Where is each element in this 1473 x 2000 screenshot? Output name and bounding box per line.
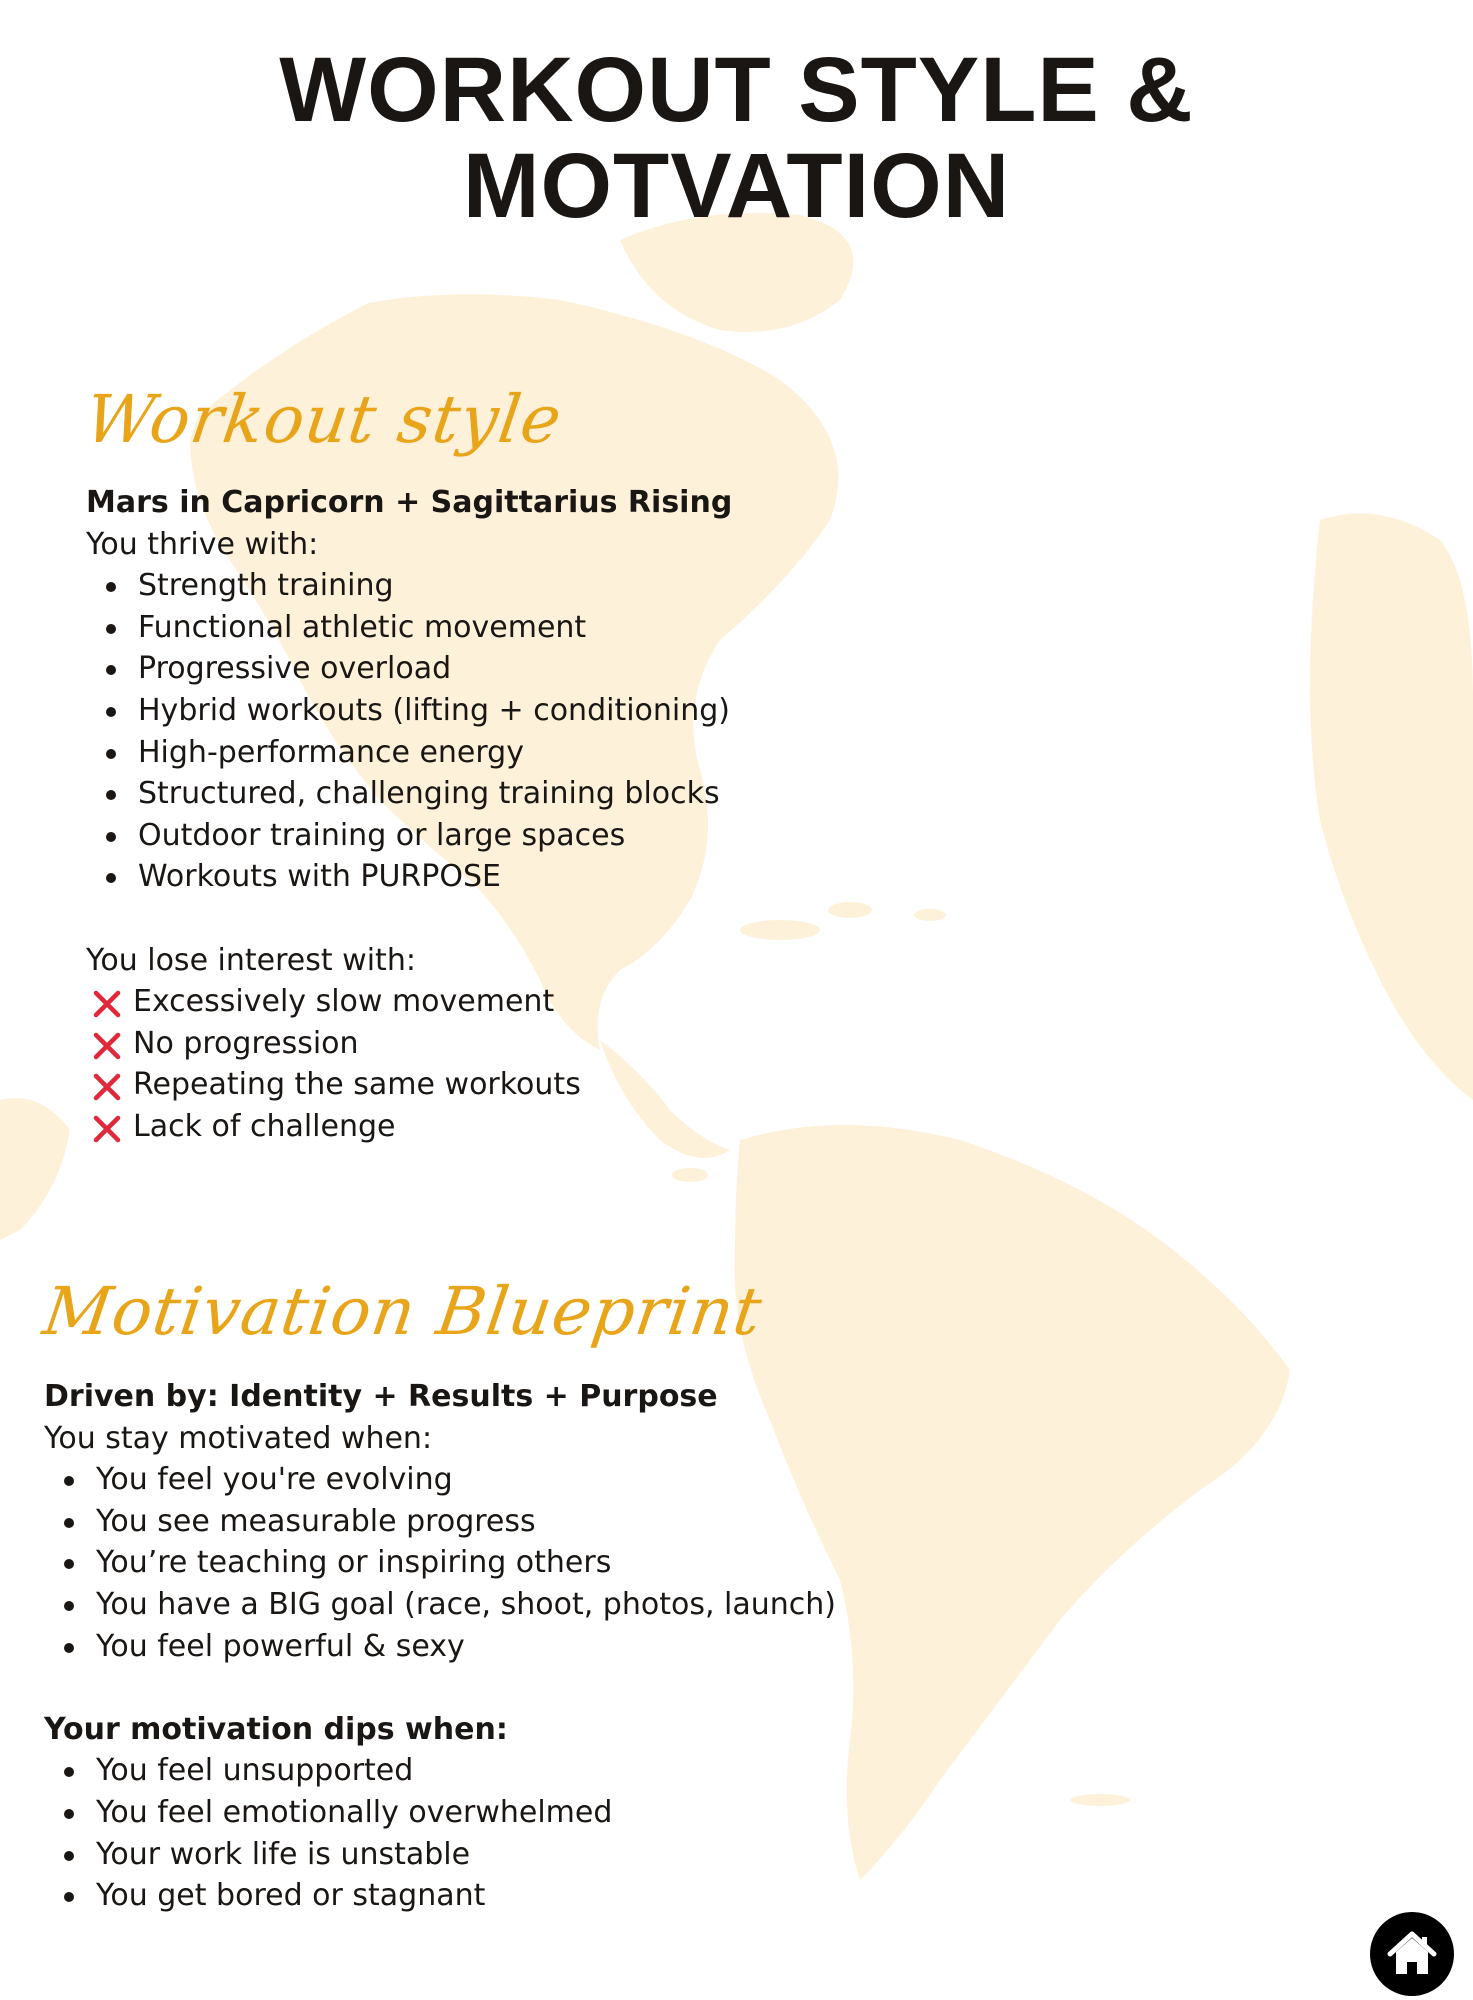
list-item bbox=[86, 1064, 1086, 1106]
list-item: Hybrid workouts (lifting + conditioning) bbox=[86, 690, 1086, 732]
list-item: You feel unsupported bbox=[44, 1750, 1044, 1792]
list-item: Progressive overload bbox=[86, 648, 1086, 690]
list-item-text: Excessively slow movement bbox=[133, 984, 555, 1020]
cross-mark-icon bbox=[92, 1072, 122, 1102]
list-item: Workouts with PURPOSE bbox=[86, 856, 1086, 898]
list-item: Your work life is unstable bbox=[44, 1834, 1044, 1876]
list-item: Outdoor training or large spaces bbox=[86, 815, 1086, 857]
list-item: Structured, challenging training blocks bbox=[86, 773, 1086, 815]
lose-interest-list bbox=[86, 981, 1086, 1147]
cross-mark-icon bbox=[92, 989, 122, 1019]
list-item: You get bored or stagnant bbox=[44, 1875, 1044, 1917]
list-item bbox=[86, 1023, 1086, 1065]
list-item: You have a BIG goal (race, shoot, photos, launch) bbox=[44, 1584, 1044, 1626]
lose-interest-intro: You lose interest with: bbox=[86, 942, 416, 978]
motivation-blueprint-heading: Motivation Blueprint bbox=[38, 1273, 768, 1350]
workout-style-heading: Workout style bbox=[80, 381, 567, 458]
workout-style-subheading: Mars in Capricorn + Sagittarius Rising bbox=[86, 485, 733, 520]
list-item: High-performance energy bbox=[86, 732, 1086, 774]
title-line-2: MOTVATION bbox=[462, 135, 1011, 237]
title-line-1: WORKOUT STYLE & bbox=[279, 39, 1194, 141]
home-button[interactable] bbox=[1370, 1912, 1454, 1996]
stay-motivated-list bbox=[44, 1459, 1044, 1667]
thrive-list bbox=[86, 565, 1086, 898]
motivation-subheading: Driven by: Identity + Results + Purpose bbox=[44, 1379, 718, 1414]
workout-style-section bbox=[86, 482, 1086, 1148]
list-item: Strength training bbox=[86, 565, 1086, 607]
list-item: Functional athletic movement bbox=[86, 607, 1086, 649]
cross-mark-icon bbox=[92, 1031, 122, 1061]
list-item-text: Repeating the same workouts bbox=[133, 1067, 581, 1103]
list-item: You feel emotionally overwhelmed bbox=[44, 1792, 1044, 1834]
motivation-dips-intro: Your motivation dips when: bbox=[44, 1711, 508, 1747]
home-icon bbox=[1386, 1930, 1438, 1978]
list-item-text: No progression bbox=[133, 1025, 359, 1061]
list-item-text: Lack of challenge bbox=[133, 1108, 396, 1144]
page-title bbox=[0, 39, 1473, 237]
stay-motivated-intro: You stay motivated when: bbox=[44, 1420, 433, 1456]
thrive-intro: You thrive with: bbox=[86, 526, 319, 562]
list-item bbox=[86, 1106, 1086, 1148]
cross-mark-icon bbox=[92, 1114, 122, 1144]
list-item bbox=[86, 981, 1086, 1023]
list-item: You’re teaching or inspiring others bbox=[44, 1542, 1044, 1584]
list-item: You feel powerful & sexy bbox=[44, 1626, 1044, 1668]
list-item: You feel you're evolving bbox=[44, 1459, 1044, 1501]
motivation-dips-list bbox=[44, 1750, 1044, 1916]
list-item: You see measurable progress bbox=[44, 1501, 1044, 1543]
motivation-section bbox=[44, 1376, 1044, 1917]
